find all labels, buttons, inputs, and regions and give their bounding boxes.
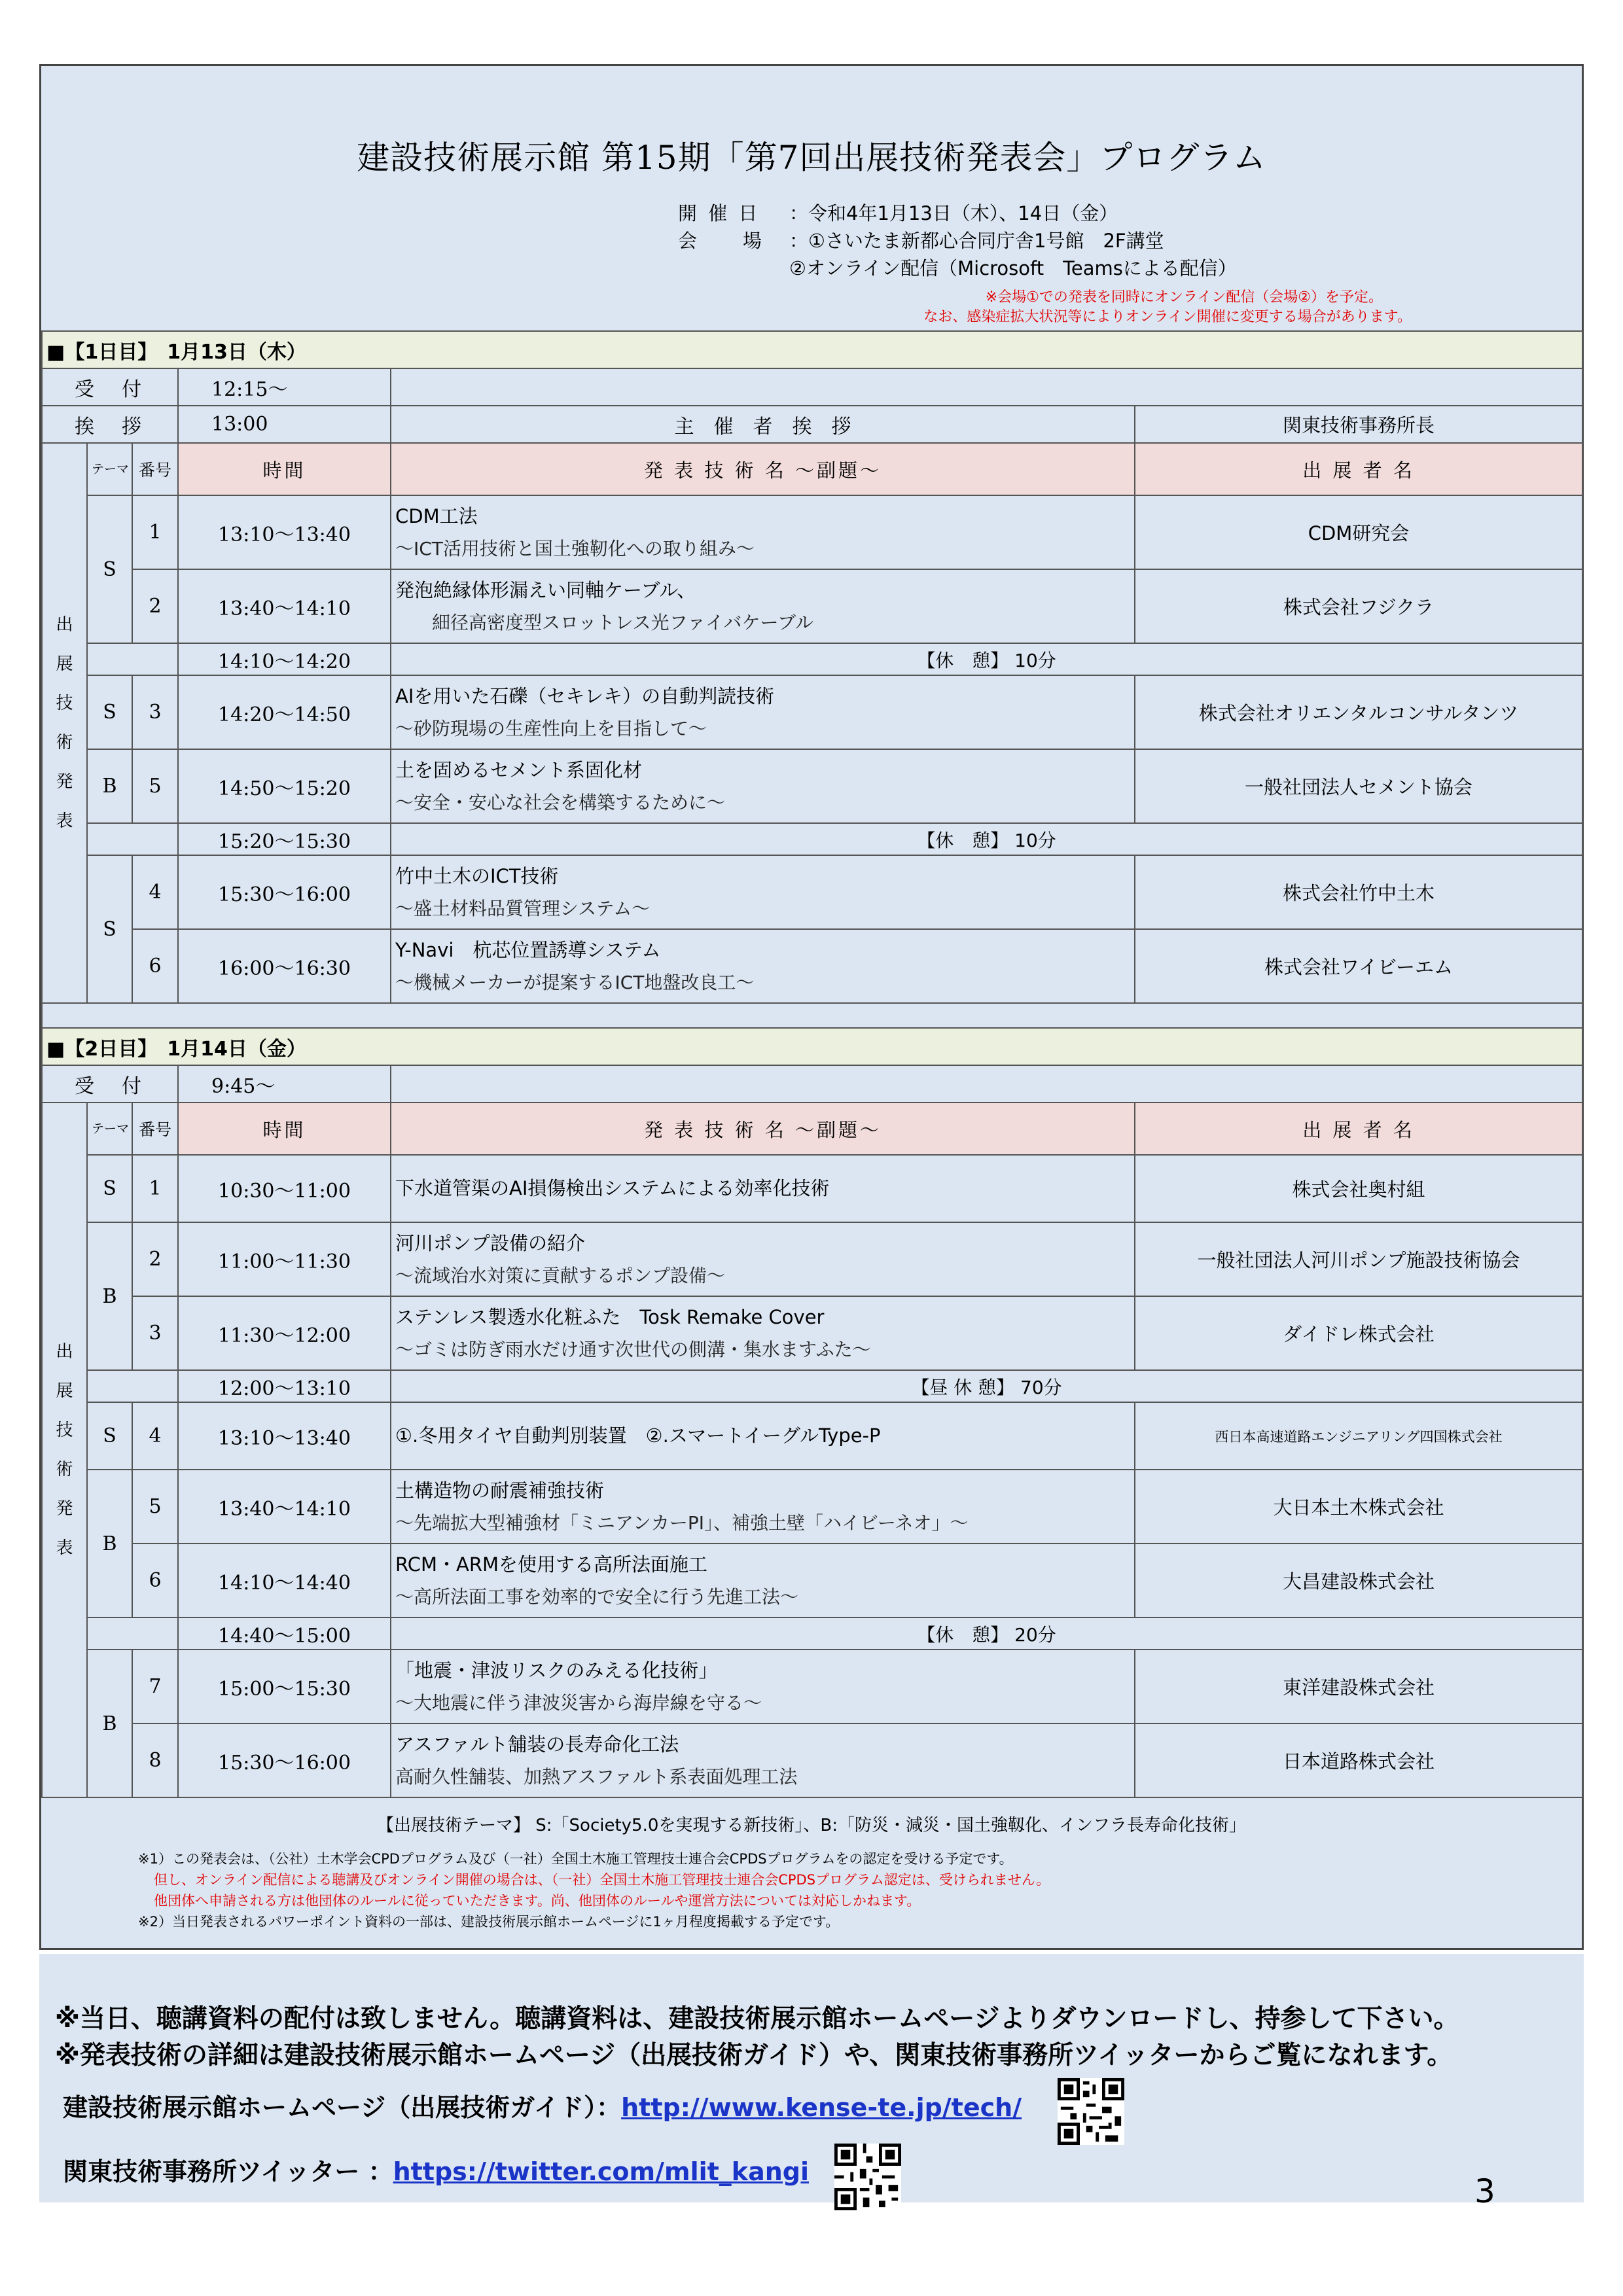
- tech-subtitle: ～ゴミは防ぎ雨水だけ通す次世代の側溝・集水ますふた～: [395, 1338, 871, 1360]
- tech-title-cell: [391, 1723, 1135, 1797]
- tech-title: AIを用いた石礫（セキレキ）の自動判読技術: [395, 684, 775, 707]
- tech-subtitle: ～高所法面工事を効率的で安全に行う先進工法～: [395, 1585, 799, 1608]
- greeting-title: 主 催 者 挨 拶: [391, 406, 1135, 443]
- time-cell: 13:10～13:40: [178, 495, 391, 569]
- title-column-header: 発 表 技 術 名 ～副題～: [391, 1103, 1135, 1155]
- homepage-qr-code-icon[interactable]: [1058, 2078, 1124, 2145]
- theme-cell: S: [87, 1402, 132, 1470]
- greeting-company: 関東技術事務所長: [1135, 406, 1582, 443]
- tech-subtitle: ～機械メーカーが提案するICT地盤改良工～: [395, 971, 755, 993]
- number-cell: 8: [132, 1723, 178, 1797]
- number-cell: 7: [132, 1650, 178, 1723]
- time-cell: 11:30～12:00: [178, 1296, 391, 1370]
- theme-note: 【出展技術テーマ】 S:「Society5.0を実現する新技術」、B:「防災・減災・国土強靱化、インフラ長寿命化技術」: [377, 1816, 1246, 1835]
- number-cell: 4: [132, 1402, 178, 1470]
- company-cell: 大昌建設株式会社: [1135, 1544, 1582, 1617]
- break-blank: [87, 1370, 178, 1402]
- reception-blank: [391, 1065, 1582, 1103]
- tech-title: 竹中土木のICT技術: [395, 864, 559, 887]
- break-time: 15:20～15:30: [178, 823, 391, 855]
- tech-title-cell: [391, 675, 1135, 749]
- tech-title: アスファルト舗装の長寿命化工法: [395, 1733, 679, 1756]
- number-cell: 2: [132, 1222, 178, 1296]
- homepage-label: 建設技術展示館ホームページ（出展技術ガイド）：: [63, 2093, 622, 2122]
- break-label: 【昼 休 憩】 70分: [391, 1370, 1582, 1402]
- theme-cell: B: [87, 749, 132, 823]
- break-blank: [87, 643, 178, 675]
- tech-title-cell: [391, 1296, 1135, 1370]
- company-cell: 日本道路株式会社: [1135, 1723, 1582, 1797]
- vertical-section-cell: [42, 1103, 87, 1797]
- venue-value-2: ②オンライン配信（Microsoft Teamsによる配信）: [789, 257, 1237, 279]
- tech-title: 土を固めるセメント系固化材: [395, 758, 643, 781]
- theme-cell: S: [87, 675, 132, 749]
- time-cell: 14:50～15:20: [178, 749, 391, 823]
- note-4: ※2）当日発表されるパワーポイント資料の一部は、建設技術展示館ホームページに1ヶ月程度掲載する予定です。: [138, 1914, 840, 1930]
- tech-title-cell: [391, 1544, 1135, 1617]
- tech-title: 土構造物の耐震補強技術: [395, 1479, 605, 1502]
- company-cell: 株式会社オリエンタルコンサルタンツ: [1135, 675, 1582, 749]
- company-cell: 一般社団法人セメント協会: [1135, 749, 1582, 823]
- homepage-line: [63, 2087, 1022, 2123]
- tech-title: ステンレス製透水化粧ふた Tosk Remake Cover: [395, 1305, 825, 1328]
- date-value: ：令和4年1月13日（木）、14日（金）: [789, 202, 1118, 224]
- time-cell: 13:40～14:10: [178, 1470, 391, 1544]
- greeting-time: 13:00: [178, 406, 391, 443]
- company-column-header: 出 展 者 名: [1135, 1103, 1582, 1155]
- day-heading: ■【2日目】 1月14日（金）: [42, 1028, 1582, 1065]
- tech-subtitle: 高耐久性舗装、加熱アスファルト系表面処理工法: [395, 1765, 798, 1788]
- tech-subtitle: ～砂防現場の生産性向上を目指して～: [395, 717, 707, 739]
- time-cell: 15:30～16:00: [178, 1723, 391, 1797]
- tech-subtitle: ～流域治水対策に貢献するポンプ設備～: [395, 1264, 726, 1286]
- program-header: [41, 66, 1582, 330]
- vertical-section-label: 出展技術発表: [56, 615, 73, 831]
- notice-1: ※会場①での発表を同時にオンライン配信（会場②）を予定。: [985, 289, 1383, 306]
- theme-cell: S: [87, 855, 132, 1003]
- day-heading: ■【1日目】 1月13日（木）: [42, 331, 1582, 368]
- tech-title: 下水道管渠のAI損傷検出システムによる効率化技術: [395, 1177, 830, 1199]
- vertical-section-label: 出展技術発表: [56, 1342, 73, 1558]
- program-table-body: [42, 331, 1582, 1797]
- day-separator: [42, 1003, 1582, 1028]
- theme-cell: B: [87, 1222, 132, 1370]
- tech-title-cell: [391, 1650, 1135, 1723]
- number-column-header: 番号: [132, 443, 178, 495]
- time-cell: 14:20～14:50: [178, 675, 391, 749]
- number-cell: 1: [132, 495, 178, 569]
- time-cell: 11:00～11:30: [178, 1222, 391, 1296]
- number-cell: 3: [132, 1296, 178, 1370]
- reception-label: 受 付: [42, 1065, 178, 1103]
- break-time: 14:40～15:00: [178, 1617, 391, 1650]
- theme-cell: S: [87, 495, 132, 643]
- notice-2: なお、感染症拡大状況等によりオンライン開催に変更する場合があります。: [923, 309, 1412, 325]
- tech-title-cell: [391, 1470, 1135, 1544]
- tech-title-cell: [391, 749, 1135, 823]
- note-2: 但し、オンライン配信による聴講及びオンライン開催の場合は、（一社）全国土木施工管理技士連合会CPDSプログラム認定は、受けられません。: [154, 1872, 1050, 1888]
- twitter-line: [63, 2151, 809, 2187]
- break-blank: [87, 1617, 178, 1650]
- number-cell: 1: [132, 1155, 178, 1222]
- tech-title-cell: [391, 1155, 1135, 1222]
- program-sheet: [39, 64, 1584, 1950]
- reception-blank: [391, 368, 1582, 406]
- theme-cell: S: [87, 1155, 132, 1222]
- tech-title: 「地震・津波リスクのみえる化技術」: [395, 1659, 718, 1682]
- tech-title-cell: [391, 1222, 1135, 1296]
- note-1: ※1）この発表会は、（公社）土木学会CPDプログラム及び（一社）全国土木施工管理技士連合会CPDSプログラムをの認定を受ける予定です。: [138, 1851, 1013, 1867]
- time-cell: 13:10～13:40: [178, 1402, 391, 1470]
- tech-subtitle: ～盛土材料品質管理システム～: [395, 897, 651, 919]
- company-cell: 株式会社奥村組: [1135, 1155, 1582, 1222]
- reception-label: 受 付: [42, 368, 178, 406]
- homepage-link[interactable]: http://www.kense-te.jp/tech/: [621, 2093, 1022, 2122]
- theme-cell: B: [87, 1470, 132, 1617]
- program-table: [41, 330, 1583, 1798]
- tech-title: ①.冬用タイヤ自動判別装置 ②.スマートイーグルType-P: [395, 1424, 881, 1447]
- twitter-qr-code-icon[interactable]: [834, 2144, 901, 2210]
- time-cell: 13:40～14:10: [178, 569, 391, 643]
- reception-time: 12:15～: [178, 368, 391, 406]
- tech-subtitle: ～安全・安心な社会を構築するために～: [395, 791, 726, 813]
- tech-subtitle: ～大地震に伴う津波災害から海岸線を守る～: [395, 1691, 762, 1714]
- company-cell: 株式会社ワイビーエム: [1135, 929, 1582, 1003]
- break-label: 【休 憩】 10分: [391, 823, 1582, 855]
- time-column-header: 時間: [178, 443, 391, 495]
- number-cell: 5: [132, 1470, 178, 1544]
- tech-subtitle: ～ICT活用技術と国土強靭化への取り組み～: [395, 537, 755, 559]
- tech-title-cell: [391, 569, 1135, 643]
- theme-column-header: テーマ: [87, 443, 132, 495]
- venue-label: 会 場: [678, 230, 765, 252]
- tech-title: 発泡絶縁体形漏えい同軸ケーブル、: [395, 578, 696, 601]
- details-notice: ※発表技術の詳細は建設技術展示館ホームページ（出展技術ガイド）や、関東技術事務所ツイッターからご覧になれます。: [55, 2041, 1453, 2070]
- venue-value-1: ：①さいたま新都心合同庁舎1号館 2F講堂: [789, 230, 1164, 252]
- company-cell: CDM研究会: [1135, 495, 1582, 569]
- tech-subtitle: ～先端拡大型補強材「ミニアンカーPI」、補強土壁「ハイビーネオ」～: [395, 1511, 969, 1534]
- number-cell: 5: [132, 749, 178, 823]
- time-cell: 10:30～11:00: [178, 1155, 391, 1222]
- note-3: 他団体へ申請される方は他団体のルールに従っていただきます。尚、他団体のルールや運営方法については対応しかねます。: [154, 1893, 921, 1909]
- theme-cell: B: [87, 1650, 132, 1797]
- greeting-label: 挨 拶: [42, 406, 178, 443]
- tech-title-cell: [391, 855, 1135, 929]
- date-info: [678, 199, 1118, 226]
- vertical-section-cell: [42, 443, 87, 1003]
- number-cell: 2: [132, 569, 178, 643]
- handout-notice: ※当日、聴講資料の配付は致しません。聴講資料は、建設技術展示館ホームページよりダウンロードし、持参して下さい。: [55, 2004, 1459, 2034]
- company-cell: 株式会社フジクラ: [1135, 569, 1582, 643]
- break-label: 【休 憩】 10分: [391, 643, 1582, 675]
- time-cell: 16:00～16:30: [178, 929, 391, 1003]
- title-column-header: 発 表 技 術 名 ～副題～: [391, 443, 1135, 495]
- theme-column-header: テーマ: [87, 1103, 132, 1155]
- number-cell: 6: [132, 1544, 178, 1617]
- tech-title-cell: [391, 929, 1135, 1003]
- break-time: 12:00～13:10: [178, 1370, 391, 1402]
- reception-time: 9:45～: [178, 1065, 391, 1103]
- tech-title: 河川ポンプ設備の紹介: [395, 1231, 586, 1254]
- page-title: 建設技術展示館 第15期「第7回出展技術発表会」プログラム: [357, 139, 1266, 177]
- info-panel: [39, 1954, 1584, 2202]
- twitter-link[interactable]: https://twitter.com/mlit_kangi: [393, 2157, 810, 2186]
- company-column-header: 出 展 者 名: [1135, 443, 1582, 495]
- break-time: 14:10～14:20: [178, 643, 391, 675]
- time-cell: 15:00～15:30: [178, 1650, 391, 1723]
- company-cell: 東洋建設株式会社: [1135, 1650, 1582, 1723]
- time-column-header: 時間: [178, 1103, 391, 1155]
- company-cell: ダイドレ株式会社: [1135, 1296, 1582, 1370]
- page-number: 3: [1474, 2172, 1495, 2210]
- company-cell: 大日本土木株式会社: [1135, 1470, 1582, 1544]
- tech-title: RCM・ARMを使用する高所法面施工: [395, 1553, 707, 1576]
- twitter-label: 関東技術事務所ツイッター ：: [63, 2157, 393, 2186]
- break-label: 【休 憩】 20分: [391, 1617, 1582, 1650]
- time-cell: 14:10～14:40: [178, 1544, 391, 1617]
- number-column-header: 番号: [132, 1103, 178, 1155]
- number-cell: 6: [132, 929, 178, 1003]
- company-cell: 株式会社竹中土木: [1135, 855, 1582, 929]
- tech-title-cell: [391, 1402, 1135, 1470]
- tech-subtitle: 細径高密度型スロットレス光ファイバケーブル: [395, 611, 813, 633]
- date-label: 開 催 日: [678, 202, 760, 224]
- company-cell: 西日本高速道路エンジニアリング四国株式会社: [1135, 1402, 1582, 1470]
- number-cell: 3: [132, 675, 178, 749]
- time-cell: 15:30～16:00: [178, 855, 391, 929]
- venue-info: [678, 226, 1164, 253]
- number-cell: 4: [132, 855, 178, 929]
- tech-title: CDM工法: [395, 504, 478, 527]
- tech-title-cell: [391, 495, 1135, 569]
- tech-title: Y-Navi 杭芯位置誘導システム: [395, 938, 661, 961]
- company-cell: 一般社団法人河川ポンプ施設技術協会: [1135, 1222, 1582, 1296]
- break-blank: [87, 823, 178, 855]
